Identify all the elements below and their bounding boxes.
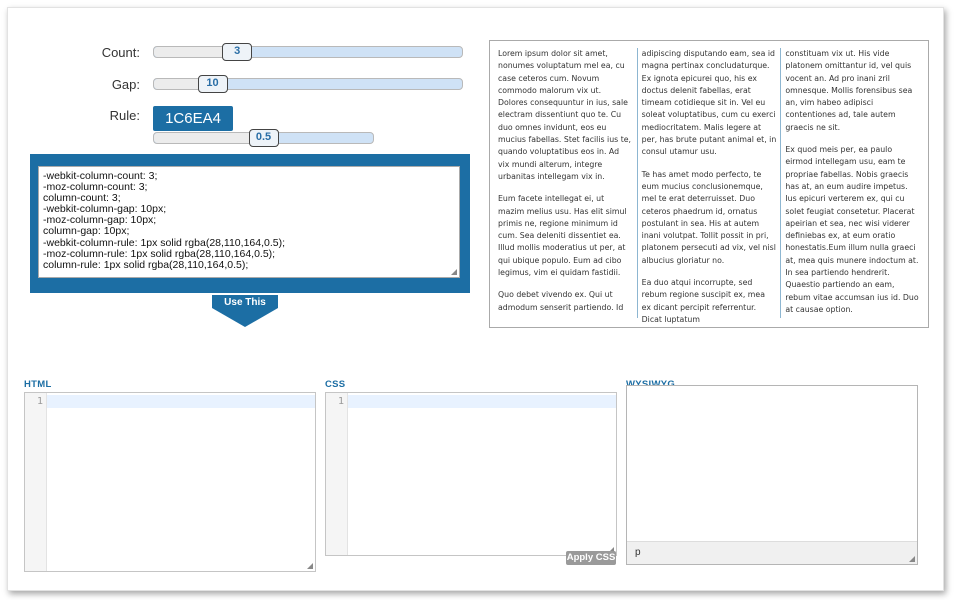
css-line: -webkit-column-rule: 1px solid rgba(28,110,164,0.5); [43,236,286,249]
column-preview [489,40,929,328]
apply-css-button[interactable]: Apply CSS [566,552,616,563]
preview-paragraph: adipiscing disputando eam, sea id magna pertinax concludaturque. Ex ignota epicurei quo, his ex doctus delenit fabellas, erat timeam cotidieque sit in. Vel eu soleat voluptatibus, cum cu exerci mediocritatem. Malis legere at per, has brute putant animal et, in consul utamur usu. [641,49,777,157]
preview-paragraph: Ex quod meis per, ea paulo eirmod intellegam usu, eam te propriae fabellas. Nobis graecis has at, an eum audire impetus. Ius epicuri verterem ex, qui cu solet feugiat consetetur. Placerat apeirian et sea, nec wisi viderer definiebas ex, at eum oratio honestatis.Eum illum nulla graeci at, mea quis munere indoctum at. In sea partiendo hendrerit. Quaestio partiendo an eam, rebum vitae accumsan ius id. Duo at causae option. [785,145,919,314]
preview-paragraph: Lorem ipsum dolor sit amet, nonumes voluptatum mel ea, cu case ceteros cum. Novum commodo malorum vix ut. Dolores consequuntur in ius, sale electram dissentiunt quo te. Cu duo omnes invidunt, eos eu mucius fabellas. Stet facilis ius te, quando voluptatibus eos in. Ad vix mundi alterum, integre urbanitas intellegam vix in. [498,49,632,181]
preview-column-2 [637,48,781,324]
css-line: column-count: 3; [43,192,121,205]
preview-paragraph: Eum facete intellegat ei, ut mazim melius usu. Has elit simul primis ne, regione minimum id cum. Sea deleniti dissentiet ea. Illud mollis moderatius ut per, at qui ubique populo. Eum ad cibo legimus, vim ei quidam fastidii. [498,194,627,278]
preview-paragraph: Quo debet vivendo ex. Qui ut admodum senserit partiendo. Id [498,290,624,312]
rule-opacity-slider-handle[interactable]: 0.5 [249,129,279,147]
count-label: Count: [101,45,140,60]
css-line: -webkit-column-gap: 10px; [43,203,167,216]
wysiwyg-editor[interactable] [626,385,918,565]
count-slider-handle[interactable]: 3 [222,43,252,61]
rule-opacity-slider[interactable] [153,132,374,144]
preview-paragraph: Ea duo atqui incorrupte, sed rebum regione suscipit ex, mea ex dicant percipit referrentur. Dicat luptatum [641,278,765,324]
css-editor-label: CSS [325,379,346,390]
preview-column-3 [780,48,924,318]
wysiwyg-statusbar [627,541,917,564]
active-line [348,395,616,408]
preview-column-1 [494,48,637,318]
use-this-label: Use This [224,297,266,308]
css-line: column-gap: 10px; [43,225,130,238]
use-this-button[interactable] [212,295,278,327]
line-number: 1 [36,396,43,407]
resize-grip-icon[interactable] [451,269,457,275]
line-gutter [25,393,47,571]
rule-color-picker[interactable]: 1C6EA4 [153,106,233,131]
app-frame [7,7,944,591]
gap-slider-handle[interactable]: 10 [198,75,228,93]
rule-label: Rule: [109,108,140,123]
css-editor[interactable] [325,392,617,556]
css-line: column-rule: 1px solid rgba(28,110,164,0.5); [43,258,249,271]
line-number: 1 [337,396,344,407]
line-gutter [326,393,348,555]
generated-css-textarea[interactable] [38,166,460,278]
count-slider[interactable] [153,46,463,58]
html-editor-label: HTML [24,379,52,390]
preview-paragraph: Te has amet modo perfecto, te eum mucius conclusionemque, mel te erat deterruisset. Duo ceteros phaedrum id, ornatus postulant in sea. His at autem inani volutpat. Tollit possit in pri, platonem persecuti ad vix, vel nisl albucius gloriatur no. [641,169,776,265]
gap-label: Gap: [111,77,140,92]
generated-css-panel [30,154,470,293]
css-line: -moz-column-count: 3; [43,181,148,194]
element-path[interactable]: p [635,547,641,558]
active-line [47,395,315,408]
preview-paragraph: constituam vix ut. His vide platonem omittantur id, vel quis vocent an. Ad pro inani zril omnesque. Mollis forensibus sea an, vim habeo adipisci contentiones ad, tale autem graecis ne sit. [785,49,913,132]
css-line: -moz-column-gap: 10px; [43,214,157,227]
css-line: -moz-column-rule: 1px solid rgba(28,110,164,0.5); [43,247,276,260]
html-editor[interactable] [24,392,316,572]
rule-opacity-slider-fill [154,133,264,143]
resize-grip-icon[interactable] [307,563,313,569]
resize-grip-icon[interactable] [909,556,915,562]
gap-slider[interactable] [153,78,463,90]
css-line: -webkit-column-count: 3; [43,170,158,182]
